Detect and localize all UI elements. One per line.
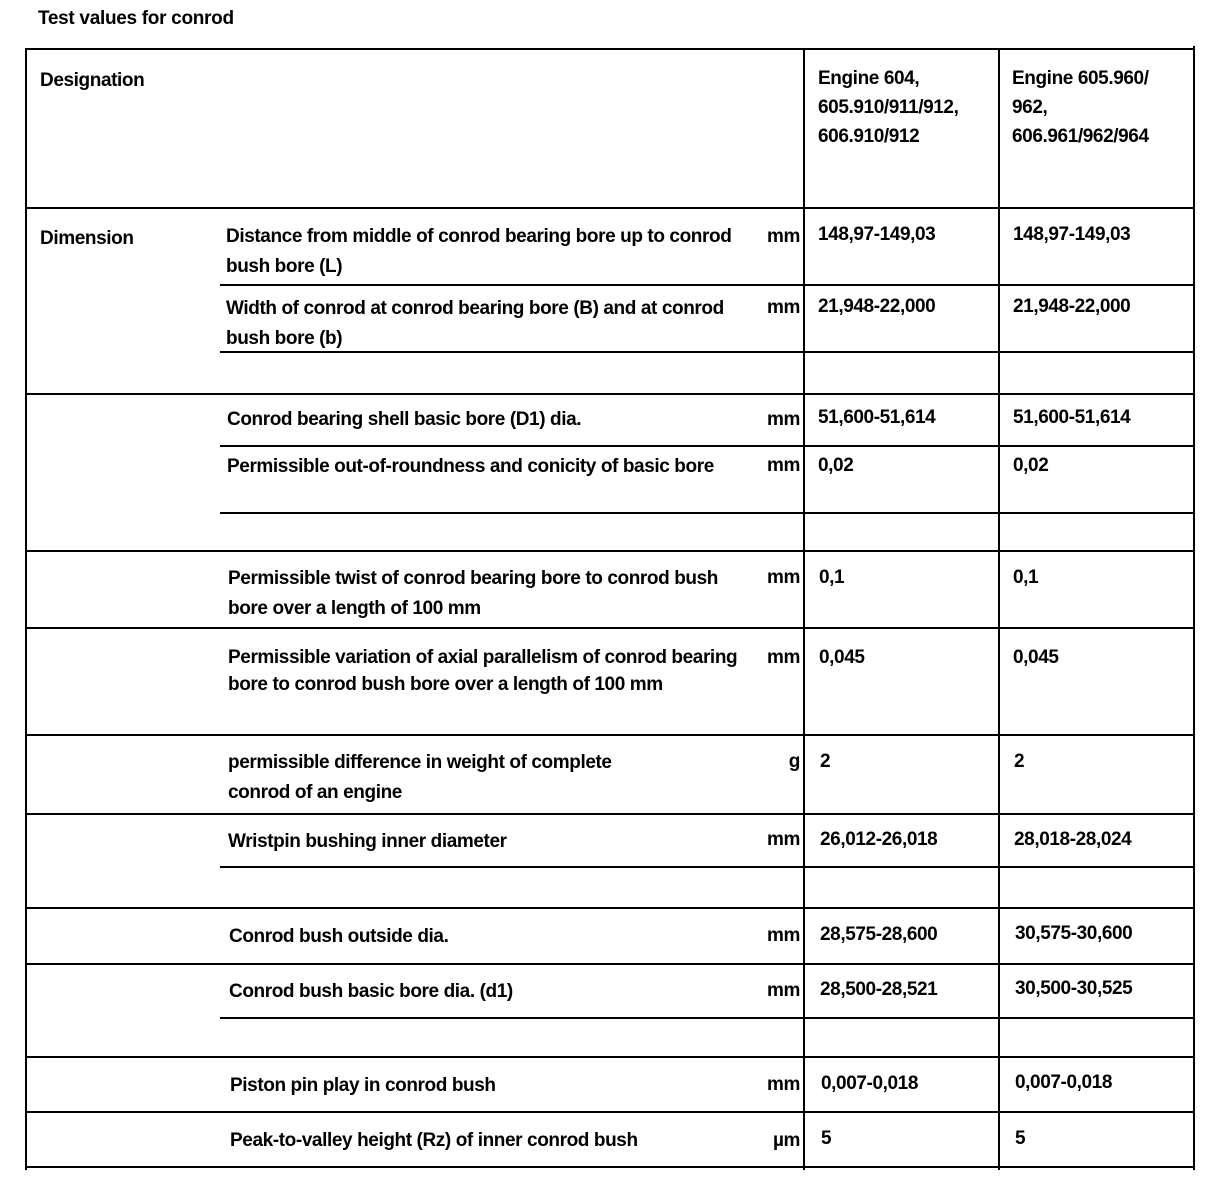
section-divider [25,907,1195,909]
row-value-engine-a: 0,1 [819,567,845,588]
document-title: Test values for conrod [38,8,234,29]
row-divider [25,1111,1195,1113]
table-border-top [25,48,1195,50]
row-value-engine-a: 51,600-51,614 [818,407,936,428]
row-value-engine-b: 30,500-30,525 [1015,978,1133,999]
row-divider [25,813,1195,815]
row-value-engine-a: 2 [820,751,831,772]
row-value-engine-b: 148,97-149,03 [1013,224,1131,245]
row-value-engine-a: 28,575-28,600 [820,924,938,945]
row-description: Permissible out-of-roundness and conicity of basic bore [227,456,714,477]
row-unit: mm [767,409,800,430]
column-divider-b [998,48,1000,1170]
row-value-engine-b: 30,575-30,600 [1015,923,1133,944]
row-value-engine-a: 0,007-0,018 [821,1073,919,1094]
column-divider-a [803,50,805,1170]
row-description: Wristpin bushing inner diameter [228,831,507,852]
row-divider [220,866,1195,868]
row-unit: mm [767,455,800,476]
row-description: Permissible variation of axial parallelism of conrod bearing bore to conrod bush bore over a length of 100 mm [228,647,738,695]
section-divider [25,393,1195,395]
row-divider [220,1017,1195,1019]
row-unit: mm [767,567,800,588]
row-divider [25,734,1195,736]
row-value-engine-a: 0,045 [819,647,865,668]
row-value-engine-b: 0,02 [1013,455,1049,476]
row-value-engine-b: 28,018-28,024 [1014,829,1132,850]
row-divider [220,445,1195,447]
row-value-engine-a: 21,948-22,000 [818,296,936,317]
row-value-engine-a: 0,02 [818,455,854,476]
row-unit: mm [767,829,800,850]
row-divider [220,512,1195,514]
row-divider [25,627,1195,629]
row-value-engine-a: 5 [821,1128,832,1149]
row-description: Conrod bush basic bore dia. (d1) [229,981,513,1002]
row-value-engine-b: 0,007-0,018 [1015,1072,1113,1093]
row-divider [220,284,1195,286]
row-unit: g [788,751,800,772]
row-description: Permissible twist of conrod bearing bore to conrod bush bore over a length of 100 mm [228,568,718,619]
row-value-engine-b: 21,948-22,000 [1013,296,1131,317]
row-unit: mm [767,980,800,1001]
row-unit: mm [767,226,800,247]
row-divider [25,963,1195,965]
row-unit: mm [767,297,800,318]
header-bottom-rule [25,207,1195,209]
section-divider [25,550,1195,552]
row-value-engine-b: 51,600-51,614 [1013,407,1131,428]
row-description: Distance from middle of conrod bearing bore up to conrod bush bore (L) [226,226,732,277]
header-engine-a: Engine 604, 605.910/911/912, 606.910/912 [818,68,959,147]
row-value-engine-b: 2 [1014,751,1025,772]
row-value-engine-b: 0,045 [1013,647,1059,668]
header-engine-b: Engine 605.960/ 962, 606.961/962/964 [1012,68,1149,147]
row-description: permissible difference in weight of complete conrod of an engine [228,752,612,803]
row-unit: mm [767,925,800,946]
row-description: Conrod bush outside dia. [229,926,449,947]
row-description: Conrod bearing shell basic bore (D1) dia. [227,409,582,430]
table-border-right [1193,46,1195,1170]
row-value-engine-b: 0,1 [1013,567,1039,588]
row-value-engine-a: 148,97-149,03 [818,224,936,245]
row-value-engine-a: 28,500-28,521 [820,979,938,1000]
row-unit: mm [767,647,800,668]
row-description: Width of conrod at conrod bearing bore (B) and at conrod bush bore (b) [226,298,724,349]
row-value-engine-b: 5 [1015,1128,1026,1149]
row-unit: mm [767,1074,800,1095]
row-description: Peak-to-valley height (Rz) of inner conrod bush [230,1130,638,1151]
table-border-left [25,50,27,1170]
row-unit: µm [772,1130,800,1151]
row-description: Piston pin play in conrod bush [230,1075,496,1096]
row-value-engine-a: 26,012-26,018 [820,829,938,850]
group-label-dimension: Dimension [40,228,134,249]
table-border-bottom [25,1166,1195,1168]
section-divider [25,1056,1195,1058]
header-designation: Designation [40,70,145,91]
